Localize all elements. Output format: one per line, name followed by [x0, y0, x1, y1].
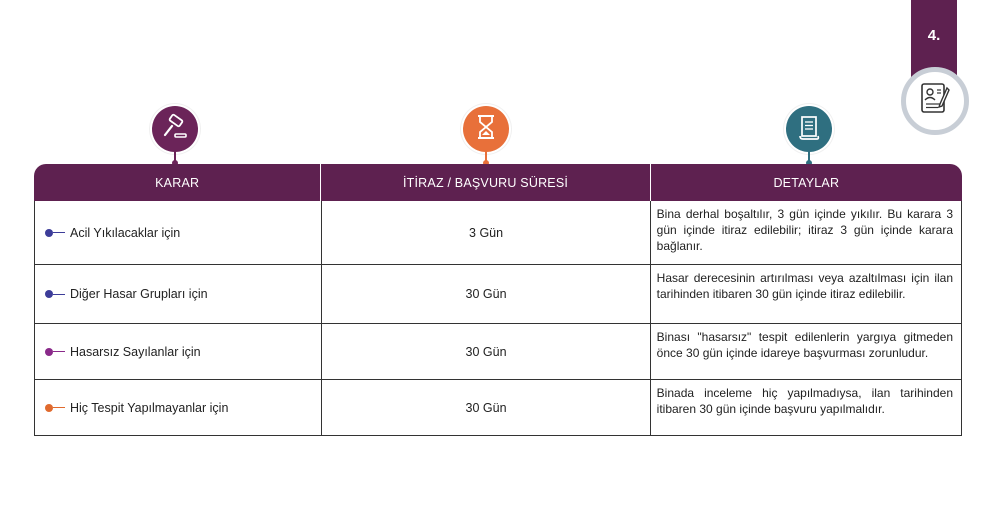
- row-marker-line: [53, 294, 65, 295]
- scroll-icon: [796, 113, 822, 146]
- table-row: [34, 201, 962, 265]
- sure-cell: 3 Gün: [321, 201, 649, 264]
- sure-cell: 30 Gün: [321, 265, 649, 323]
- header-detaylar: DETAYLAR: [650, 164, 962, 201]
- table-row: [34, 380, 962, 436]
- hourglass-icon: [473, 113, 499, 146]
- karar-cell: [35, 324, 321, 379]
- detay-cell: Hasar derecesinin artırılması veya azaltılması için ilan tarihinden itibaren 30 gün içinde itiraz edilebilir.: [650, 265, 961, 323]
- detay-cell: Binası "hasarsız" tespit edilenlerin yargıya gitmeden önce 30 gün içinde idareye başvurması zorunludur.: [650, 324, 961, 379]
- karar-text: Hiç Tespit Yapılmayanlar için: [70, 400, 229, 415]
- karar-cell: [35, 201, 321, 264]
- document-profile-icon: [918, 82, 952, 121]
- document-badge: [901, 67, 969, 135]
- table-row: [34, 265, 962, 324]
- header-karar: KARAR: [155, 175, 200, 190]
- karar-text: Diğer Hasar Grupları için: [70, 287, 208, 301]
- table-header: [34, 164, 962, 201]
- row-marker-line: [53, 232, 65, 233]
- header-sure: İTİRAZ / BAŞVURU SÜRESİ: [320, 164, 649, 201]
- karar-text: Hasarsız Sayılanlar için: [70, 344, 201, 359]
- sure-header-icon: [463, 106, 509, 152]
- row-marker: [45, 404, 53, 412]
- karar-header-icon: [152, 106, 198, 152]
- detay-header-icon: [786, 106, 832, 152]
- row-marker: [45, 290, 53, 298]
- karar-cell: [35, 380, 321, 435]
- row-marker-line: [53, 351, 65, 352]
- page-number: 4.: [927, 26, 941, 44]
- karar-cell: [35, 265, 321, 323]
- karar-text: Acil Yıkılacaklar için: [70, 225, 181, 240]
- sure-cell: 30 Gün: [321, 380, 649, 435]
- appeal-table: [34, 164, 962, 436]
- row-marker: [45, 229, 53, 237]
- sure-cell: 30 Gün: [321, 324, 649, 379]
- detay-cell: Bina derhal boşaltılır, 3 gün içinde yıkılır. Bu karara 3 gün içinde itiraz edilebilir; itiraz 3 gün içinde karara bağlanır.: [650, 201, 961, 264]
- row-marker-line: [53, 407, 65, 408]
- detay-cell: Binada inceleme hiç yapılmadıysa, ilan tarihinden itibaren 30 gün içinde başvuru yapılmalıdır.: [650, 380, 961, 435]
- row-marker: [45, 348, 53, 356]
- table-row: [34, 324, 962, 380]
- gavel-icon: [161, 113, 189, 146]
